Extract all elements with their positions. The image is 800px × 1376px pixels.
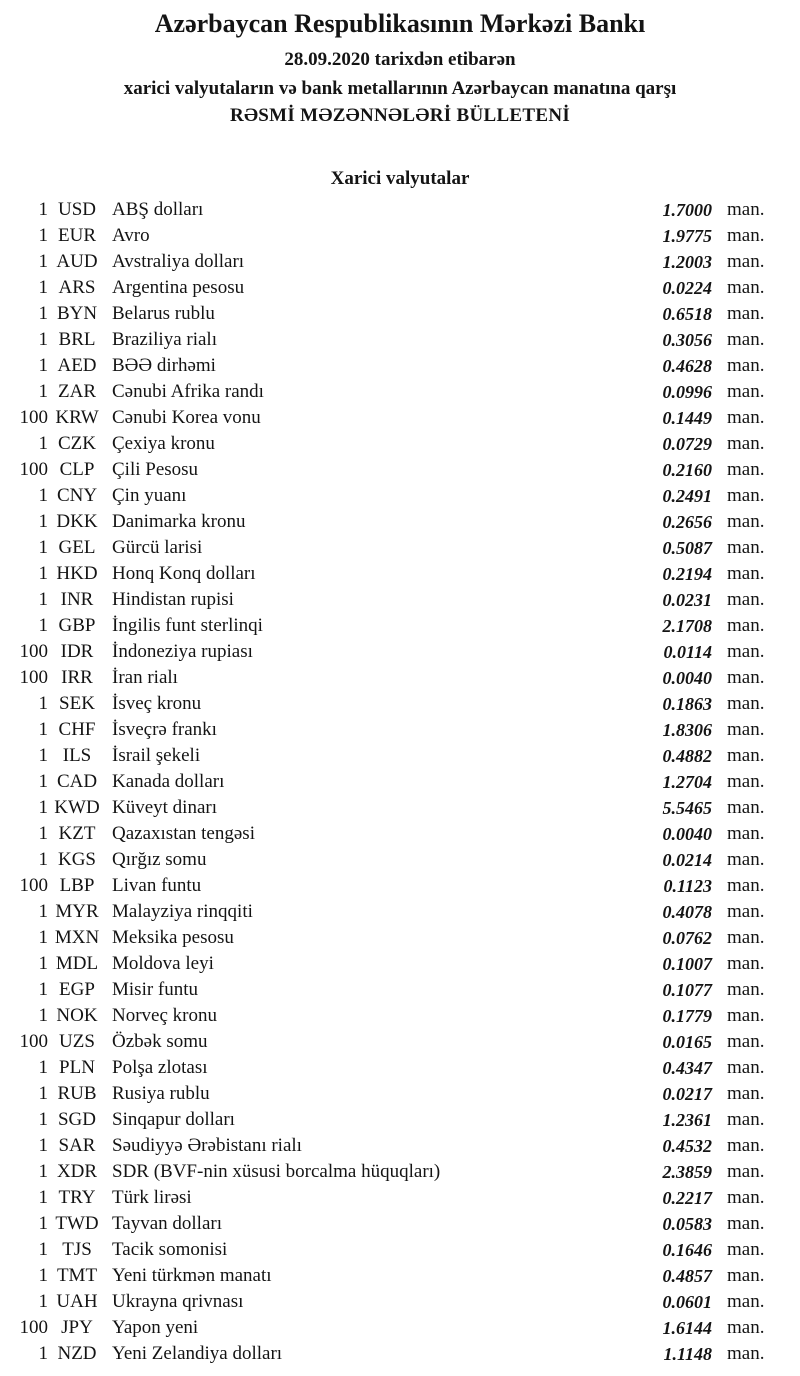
unit-label: man. — [727, 1317, 765, 1338]
currency-name: Hindistan rupisi — [112, 589, 234, 610]
rate-row — [0, 483, 800, 509]
rate-row — [0, 379, 800, 405]
currency-name: Honq Konq dolları — [112, 563, 256, 584]
currency-code: SEK — [59, 693, 95, 714]
rate-row — [0, 1263, 800, 1289]
currency-quantity: 1 — [38, 953, 48, 974]
rate-row — [0, 639, 800, 665]
rate-row — [0, 1237, 800, 1263]
currency-name: Çili Pesosu — [112, 459, 199, 480]
unit-label: man. — [727, 459, 765, 480]
rate-value: 0.2491 — [662, 486, 712, 506]
rate-value: 5.5465 — [662, 798, 712, 818]
unit-label: man. — [727, 953, 765, 974]
currency-code: CLP — [59, 459, 95, 480]
currency-code: KZT — [58, 823, 96, 844]
rate-value: 0.1077 — [662, 980, 712, 1000]
rate-row — [0, 925, 800, 951]
rate-value: 0.1007 — [662, 954, 712, 974]
rate-value: 0.0214 — [662, 850, 712, 870]
currency-name: Belarus rublu — [112, 303, 215, 324]
currency-name: BƏƏ dirhəmi — [112, 355, 216, 376]
unit-label: man. — [727, 1161, 765, 1182]
unit-label: man. — [727, 901, 765, 922]
currency-quantity: 1 — [38, 329, 48, 350]
unit-label: man. — [727, 745, 765, 766]
rate-row — [0, 769, 800, 795]
currency-code: MDL — [55, 953, 99, 974]
currency-code: GEL — [58, 537, 96, 558]
rate-row — [0, 353, 800, 379]
unit-label: man. — [727, 199, 765, 220]
unit-label: man. — [727, 719, 765, 740]
currency-name: Sinqapur dolları — [112, 1109, 235, 1130]
unit-label: man. — [727, 1109, 765, 1130]
currency-name: SDR (BVF-nin xüsusi borcalma hüquqları) — [112, 1161, 441, 1182]
unit-label: man. — [727, 693, 765, 714]
rate-value: 0.0996 — [662, 382, 712, 402]
currency-name: Cənubi Afrika randı — [112, 381, 264, 402]
rate-row — [0, 613, 800, 639]
currency-quantity: 1 — [38, 381, 48, 402]
rate-row — [0, 847, 800, 873]
rate-value: 1.1148 — [663, 1344, 712, 1364]
rate-row — [0, 743, 800, 769]
currency-quantity: 1 — [38, 745, 48, 766]
currency-name: Qazaxıstan tengəsi — [112, 823, 255, 844]
currency-name: Danimarka kronu — [112, 511, 246, 532]
unit-label: man. — [727, 1239, 765, 1260]
rate-value: 0.3056 — [662, 330, 712, 350]
unit-label: man. — [727, 1005, 765, 1026]
currency-quantity: 1 — [38, 277, 48, 298]
currency-name: Yeni Zelandiya dolları — [112, 1343, 283, 1364]
currency-code: SAR — [58, 1135, 96, 1156]
rate-value: 0.0217 — [662, 1084, 712, 1104]
unit-label: man. — [727, 667, 765, 688]
currency-name: Avstraliya dolları — [112, 251, 245, 272]
rate-row — [0, 665, 800, 691]
currency-name: Özbək somu — [112, 1031, 208, 1052]
currency-quantity: 1 — [38, 719, 48, 740]
currency-quantity: 1 — [38, 563, 48, 584]
currency-name: Qırğız somu — [112, 849, 207, 870]
section-title-foreign-currencies: Xarici valyutalar — [330, 168, 470, 189]
currency-name: Meksika pesosu — [112, 927, 234, 948]
rate-row — [0, 197, 800, 223]
unit-label: man. — [727, 277, 765, 298]
currency-code: CAD — [56, 771, 98, 792]
rate-value: 0.1863 — [662, 694, 712, 714]
rate-value: 1.9775 — [662, 226, 712, 246]
rate-value: 0.0583 — [662, 1214, 712, 1234]
currency-quantity: 1 — [38, 251, 48, 272]
currency-name: Çin yuanı — [112, 485, 187, 506]
currency-quantity: 1 — [38, 1135, 48, 1156]
unit-label: man. — [727, 1057, 765, 1078]
currency-name: Avro — [112, 225, 150, 246]
unit-label: man. — [727, 823, 765, 844]
rate-row — [0, 1159, 800, 1185]
currency-code: XDR — [56, 1161, 98, 1182]
currency-quantity: 1 — [38, 1083, 48, 1104]
rate-value: 0.0165 — [662, 1032, 712, 1052]
rate-row — [0, 1055, 800, 1081]
unit-label: man. — [727, 927, 765, 948]
unit-label: man. — [727, 849, 765, 870]
unit-label: man. — [727, 771, 765, 792]
rate-value: 2.1708 — [662, 616, 712, 636]
rate-value: 0.1123 — [663, 876, 712, 896]
unit-label: man. — [727, 407, 765, 428]
currency-quantity: 100 — [19, 641, 48, 662]
currency-quantity: 1 — [38, 1161, 48, 1182]
unit-label: man. — [727, 355, 765, 376]
unit-label: man. — [727, 225, 765, 246]
currency-code: ILS — [62, 745, 92, 766]
rate-value: 2.3859 — [662, 1162, 712, 1182]
effective-date-line: 28.09.2020 tarixdən etibarən — [284, 49, 516, 70]
currency-code: PLN — [59, 1057, 95, 1078]
rate-row — [0, 457, 800, 483]
currency-code: ARS — [58, 277, 96, 298]
currency-quantity: 1 — [38, 771, 48, 792]
currency-code: TWD — [55, 1213, 99, 1234]
exchange-rates-table — [0, 197, 800, 1367]
currency-quantity: 1 — [38, 693, 48, 714]
currency-name: Braziliya rialı — [112, 329, 217, 350]
rate-value: 0.1779 — [662, 1006, 712, 1026]
currency-quantity: 1 — [38, 927, 48, 948]
unit-label: man. — [727, 589, 765, 610]
rate-value: 0.0040 — [662, 668, 712, 688]
rate-value: 0.0040 — [662, 824, 712, 844]
rate-row — [0, 275, 800, 301]
rate-value: 0.2194 — [662, 564, 712, 584]
currency-code: TMT — [56, 1265, 98, 1286]
currency-quantity: 100 — [19, 407, 48, 428]
currency-name: Moldova leyi — [112, 953, 214, 974]
currency-code: USD — [57, 199, 96, 220]
rate-row — [0, 1289, 800, 1315]
rate-row — [0, 1133, 800, 1159]
unit-label: man. — [727, 433, 765, 454]
unit-label: man. — [727, 303, 765, 324]
currency-code: TRY — [58, 1187, 96, 1208]
currency-quantity: 1 — [38, 537, 48, 558]
currency-code: UZS — [59, 1031, 95, 1052]
rate-value: 1.8306 — [662, 720, 712, 740]
rate-row — [0, 561, 800, 587]
rate-value: 0.4078 — [662, 902, 712, 922]
rate-row — [0, 873, 800, 899]
unit-label: man. — [727, 1291, 765, 1312]
currency-code: MXN — [54, 927, 100, 948]
rate-value: 0.4628 — [662, 356, 712, 376]
rate-row — [0, 1003, 800, 1029]
currency-code: CNY — [56, 485, 98, 506]
unit-label: man. — [727, 511, 765, 532]
currency-quantity: 1 — [38, 1109, 48, 1130]
currency-quantity: 1 — [38, 303, 48, 324]
rate-row — [0, 1211, 800, 1237]
unit-label: man. — [727, 1135, 765, 1156]
currency-code: NOK — [56, 1005, 98, 1026]
rate-value: 0.1449 — [662, 408, 712, 428]
rate-row — [0, 1315, 800, 1341]
rate-value: 0.2656 — [662, 512, 712, 532]
unit-label: man. — [727, 1265, 765, 1286]
currency-name: Cənubi Korea vonu — [112, 407, 261, 428]
rate-value: 0.4532 — [662, 1136, 712, 1156]
currency-code: LBP — [59, 875, 95, 896]
bulletin-subtitle: xarici valyutaların və bank metallarının Azərbaycan manatına qarşı — [123, 78, 677, 99]
currency-code: JPY — [61, 1317, 93, 1338]
currency-name: İngilis funt sterlinqi — [112, 615, 263, 636]
currency-quantity: 1 — [38, 849, 48, 870]
unit-label: man. — [727, 641, 765, 662]
rate-value: 0.0601 — [662, 1292, 712, 1312]
currency-code: CHF — [58, 719, 96, 740]
currency-name: Küveyt dinarı — [112, 797, 218, 818]
currency-quantity: 1 — [38, 433, 48, 454]
currency-name: Norveç kronu — [112, 1005, 217, 1026]
currency-name: Səudiyyə Ərəbistanı rialı — [112, 1135, 302, 1156]
rate-row — [0, 691, 800, 717]
unit-label: man. — [727, 615, 765, 636]
rate-row — [0, 1185, 800, 1211]
currency-code: HKD — [56, 563, 98, 584]
currency-name: Yeni türkmən manatı — [112, 1265, 272, 1286]
currency-code: KRW — [55, 407, 99, 428]
currency-name: Tayvan dolları — [112, 1213, 222, 1234]
rate-row — [0, 249, 800, 275]
rate-value: 1.7000 — [662, 200, 712, 220]
unit-label: man. — [727, 485, 765, 506]
rate-value: 0.4857 — [662, 1266, 712, 1286]
currency-code: NZD — [57, 1343, 97, 1364]
unit-label: man. — [727, 537, 765, 558]
rate-row — [0, 327, 800, 353]
currency-code: GBP — [58, 615, 96, 636]
currency-code: IDR — [60, 641, 94, 662]
rate-value: 0.2217 — [662, 1188, 712, 1208]
unit-label: man. — [727, 563, 765, 584]
rate-row — [0, 223, 800, 249]
rate-value: 0.2160 — [662, 460, 712, 480]
currency-code: AUD — [56, 251, 98, 272]
rate-row — [0, 509, 800, 535]
currency-quantity: 1 — [38, 797, 48, 818]
currency-code: CZK — [58, 433, 96, 454]
bank-title: Azərbaycan Respublikasının Mərkəzi Bankı — [154, 9, 646, 38]
rate-value: 1.2704 — [662, 772, 712, 792]
currency-quantity: 1 — [38, 979, 48, 1000]
rate-value: 0.0729 — [662, 434, 712, 454]
rate-value: 1.2003 — [662, 252, 712, 272]
currency-quantity: 1 — [38, 1291, 48, 1312]
currency-quantity: 1 — [38, 589, 48, 610]
rate-value: 0.0231 — [662, 590, 712, 610]
rate-row — [0, 405, 800, 431]
rate-row — [0, 795, 800, 821]
rate-value: 0.0224 — [662, 278, 712, 298]
currency-name: Polşa zlotası — [112, 1057, 208, 1078]
currency-code: RUB — [57, 1083, 97, 1104]
rate-value: 0.1646 — [662, 1240, 712, 1260]
currency-code: AED — [57, 355, 97, 376]
currency-code: UAH — [56, 1291, 98, 1312]
currency-name: Ukrayna qrivnası — [112, 1291, 244, 1312]
currency-name: Tacik somonisi — [112, 1239, 228, 1260]
unit-label: man. — [727, 875, 765, 896]
currency-name: Argentina pesosu — [112, 277, 245, 298]
currency-quantity: 1 — [38, 199, 48, 220]
currency-code: BYN — [56, 303, 98, 324]
currency-code: KGS — [57, 849, 96, 870]
currency-quantity: 1 — [38, 823, 48, 844]
currency-code: ZAR — [58, 381, 96, 402]
currency-name: Misir funtu — [112, 979, 199, 1000]
currency-name: İsveçrə frankı — [112, 719, 217, 740]
currency-quantity: 1 — [38, 1057, 48, 1078]
unit-label: man. — [727, 1187, 765, 1208]
currency-quantity: 100 — [19, 667, 48, 688]
currency-quantity: 1 — [38, 355, 48, 376]
currency-code: DKK — [56, 511, 98, 532]
rate-row — [0, 587, 800, 613]
unit-label: man. — [727, 1083, 765, 1104]
rate-row — [0, 535, 800, 561]
bulletin-title: RƏSMİ MƏZƏNNƏLƏRİ BÜLLETENİ — [229, 105, 571, 126]
unit-label: man. — [727, 329, 765, 350]
rate-value: 1.2361 — [662, 1110, 712, 1130]
rate-value: 0.4882 — [662, 746, 712, 766]
currency-quantity: 1 — [38, 1005, 48, 1026]
currency-name: İsrail şekeli — [112, 745, 201, 766]
currency-name: ABŞ dolları — [112, 199, 204, 220]
currency-quantity: 100 — [19, 1317, 48, 1338]
currency-quantity: 1 — [38, 1213, 48, 1234]
currency-name: Türk lirəsi — [112, 1187, 192, 1208]
unit-label: man. — [727, 1031, 765, 1052]
currency-code: BRL — [58, 329, 96, 350]
currency-code: MYR — [55, 901, 99, 922]
unit-label: man. — [727, 251, 765, 272]
currency-name: Çexiya kronu — [112, 433, 215, 454]
currency-code: SGD — [57, 1109, 96, 1130]
rate-row — [0, 431, 800, 457]
rate-row — [0, 977, 800, 1003]
rate-value: 1.6144 — [662, 1318, 712, 1338]
rate-value: 0.6518 — [662, 304, 712, 324]
unit-label: man. — [727, 1213, 765, 1234]
currency-quantity: 1 — [38, 615, 48, 636]
rate-row — [0, 1081, 800, 1107]
currency-quantity: 1 — [38, 1187, 48, 1208]
currency-name: Yapon yeni — [112, 1317, 199, 1338]
currency-code: KWD — [54, 797, 100, 818]
currency-code: TJS — [62, 1239, 92, 1260]
currency-quantity: 1 — [38, 485, 48, 506]
currency-quantity: 1 — [38, 1343, 48, 1364]
currency-quantity: 100 — [19, 459, 48, 480]
currency-quantity: 100 — [19, 875, 48, 896]
rate-value: 0.4347 — [662, 1058, 712, 1078]
currency-name: Kanada dolları — [112, 771, 225, 792]
rate-value: 0.0114 — [663, 642, 712, 662]
rate-row — [0, 899, 800, 925]
unit-label: man. — [727, 979, 765, 1000]
currency-name: Livan funtu — [112, 875, 202, 896]
currency-name: İran rialı — [112, 667, 178, 688]
rate-row — [0, 1029, 800, 1055]
currency-quantity: 100 — [19, 1031, 48, 1052]
currency-quantity: 1 — [38, 901, 48, 922]
currency-code: INR — [60, 589, 94, 610]
unit-label: man. — [727, 1343, 765, 1364]
currency-name: İsveç kronu — [112, 693, 202, 714]
currency-name: Malayziya rinqqiti — [112, 901, 253, 922]
currency-code: EUR — [58, 225, 96, 246]
bulletin-header — [0, 0, 800, 127]
unit-label: man. — [727, 797, 765, 818]
currency-name: Rusiya rublu — [112, 1083, 210, 1104]
currency-quantity: 1 — [38, 1239, 48, 1260]
currency-quantity: 1 — [38, 511, 48, 532]
currency-code: EGP — [59, 979, 95, 1000]
rate-row — [0, 1107, 800, 1133]
currency-quantity: 1 — [38, 225, 48, 246]
currency-quantity: 1 — [38, 1265, 48, 1286]
rate-row — [0, 821, 800, 847]
unit-label: man. — [727, 381, 765, 402]
rate-value: 0.5087 — [662, 538, 712, 558]
rate-row — [0, 951, 800, 977]
rate-row — [0, 717, 800, 743]
currency-name: Gürcü larisi — [112, 537, 203, 558]
rate-row — [0, 1341, 800, 1367]
currency-code: IRR — [61, 667, 93, 688]
rate-row — [0, 301, 800, 327]
rate-value: 0.0762 — [662, 928, 712, 948]
currency-name: İndoneziya rupiası — [112, 641, 253, 662]
